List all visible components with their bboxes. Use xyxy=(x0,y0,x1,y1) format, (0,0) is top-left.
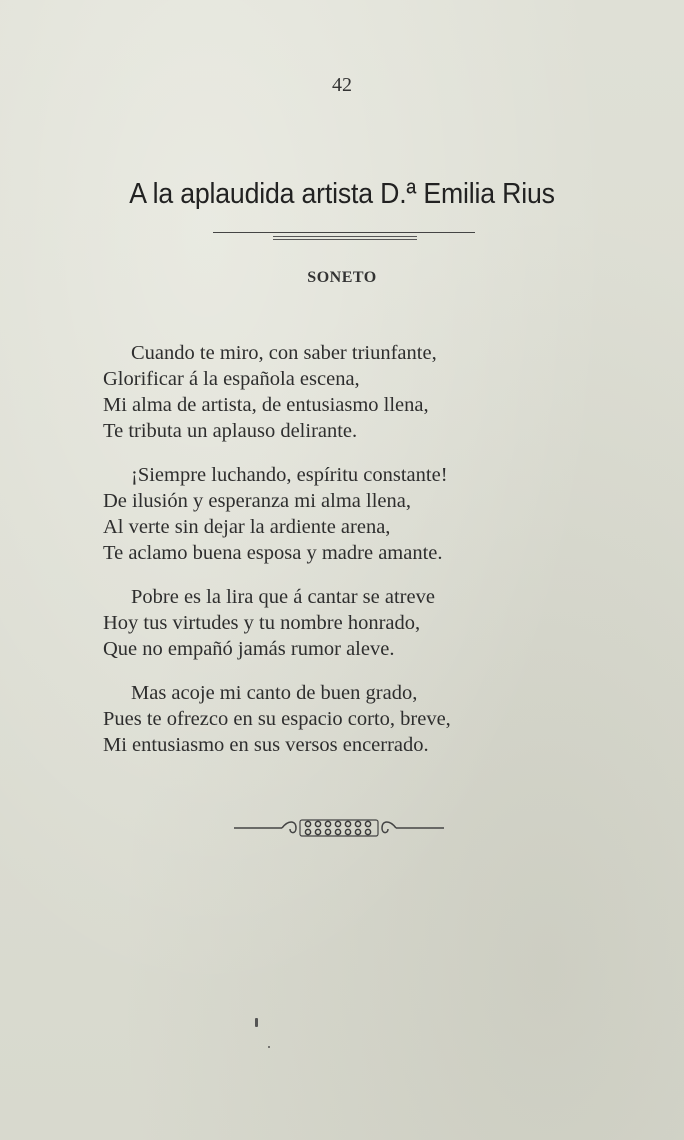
page-title: A la aplaudida artista D.ª Emilia Rius xyxy=(129,178,555,210)
poem-line: Mas acoje mi canto de buen grado, xyxy=(131,682,418,704)
poem-line: De ilusión y esperanza mi alma llena, xyxy=(103,490,411,512)
poem-line: Pobre es la lira que á cantar se atreve xyxy=(131,586,435,608)
rule-line-bottom xyxy=(273,239,417,240)
stanza-1 xyxy=(103,340,603,444)
stanza-4 xyxy=(103,680,603,758)
poem-line: Pues te ofrezco en su espacio corto, breve, xyxy=(103,708,451,730)
poem-line: Glorificar á la española escena, xyxy=(103,368,360,390)
poem-line: Te tributa un aplauso delirante. xyxy=(103,420,358,442)
title-rule-divider xyxy=(213,230,475,244)
poem-line: Hoy tus virtudes y tu nombre honrado, xyxy=(103,612,421,634)
stanza-2 xyxy=(103,462,603,566)
flourish-ornament-icon xyxy=(234,815,444,841)
poem-line: Mi alma de artista, de entusiasmo llena, xyxy=(103,394,429,416)
poem-line: Al verte sin dejar la ardiente arena, xyxy=(103,516,391,538)
poem-body xyxy=(103,340,603,776)
rule-line-top xyxy=(213,232,475,233)
ink-speck xyxy=(255,1018,258,1027)
poem-line: ¡Siempre luchando, espíritu constante! xyxy=(131,464,448,486)
poem-line: Que no empañó jamás rumor aleve. xyxy=(103,638,395,660)
ink-speck xyxy=(268,1046,270,1048)
rule-line-middle xyxy=(273,236,417,237)
poem-line: Cuando te miro, con saber triunfante, xyxy=(131,342,437,364)
poem-line: Mi entusiasmo en sus versos encerrado. xyxy=(103,734,429,756)
poem-subtitle: SONETO xyxy=(307,269,377,286)
stanza-3 xyxy=(103,584,603,662)
page-number: 42 xyxy=(332,74,352,96)
poem-line: Te aclamo buena esposa y madre amante. xyxy=(103,542,443,564)
